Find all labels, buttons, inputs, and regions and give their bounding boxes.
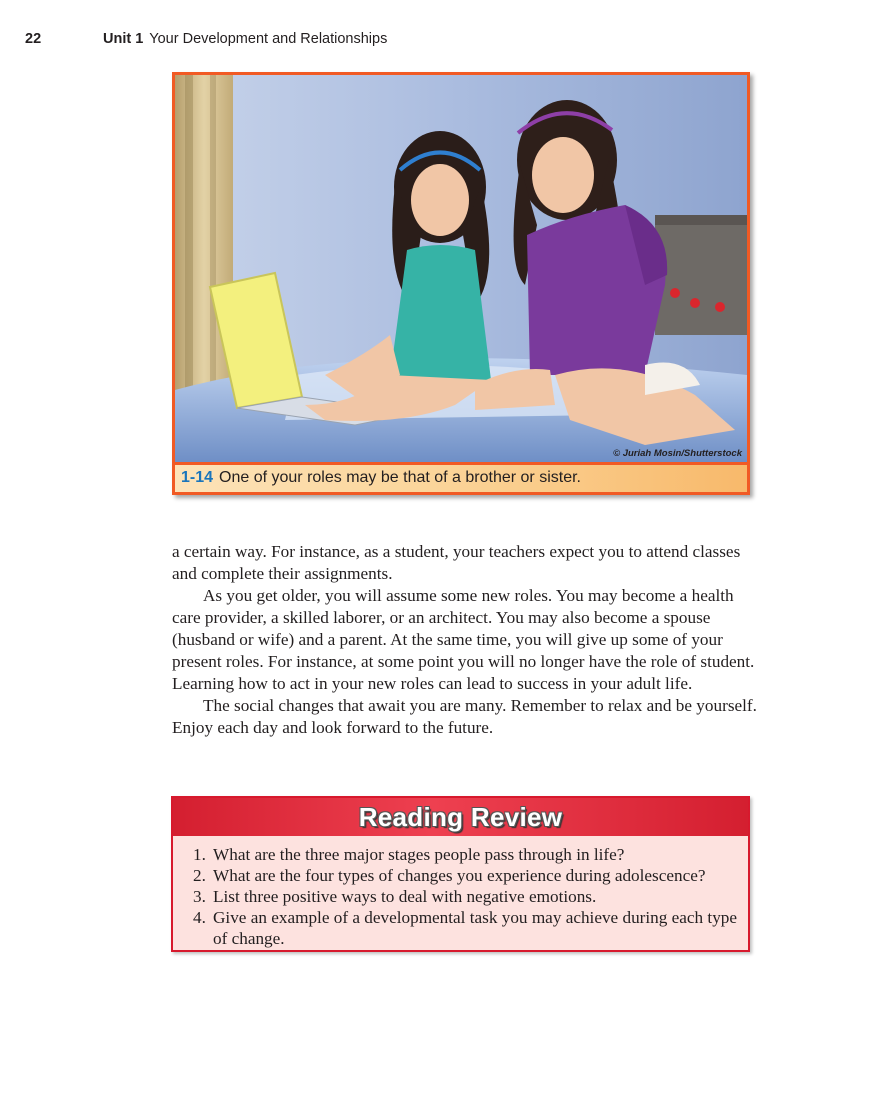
question-text: Give an example of a developmental task you may achieve during each type of change. [213, 908, 738, 948]
unit-title: Your Development and Relationships [149, 31, 388, 47]
question-number: 4. [193, 908, 206, 927]
caption-text: One of your roles may be that of a brother or sister. [219, 469, 581, 486]
paragraph-new-roles: As you get older, you will assume some new roles. You may become a health care provider, a skilled laborer, or an architect. You may also become a spouse (husband or wife) and a parent. At the same time, you will give up some of your present roles. For instance, at some point you will no longer have the role of student. Learning how to act in your new roles can lead to success in your adult life. [172, 586, 755, 693]
figure-number: 1-14 [181, 469, 214, 486]
figure-1-14 [172, 72, 750, 495]
reading-review-box [171, 796, 750, 952]
unit-label: Unit 1 [103, 31, 144, 47]
paragraph-continued: a certain way. For instance, as a student, your teachers expect you to attend classes and complete their assignments. [172, 542, 741, 583]
review-question [193, 907, 738, 949]
figure-caption [175, 462, 747, 492]
photo-sisters-laptop [175, 75, 747, 462]
page-number: 22 [25, 31, 42, 47]
review-questions [173, 836, 748, 949]
question-text: What are the three major stages people pass through in life? [213, 845, 625, 864]
review-question [193, 886, 738, 907]
review-question [193, 844, 738, 865]
review-question [193, 865, 738, 886]
photo-illustration [175, 75, 747, 462]
question-text: List three positive ways to deal with negative emotions. [213, 887, 597, 906]
question-number: 3. [193, 887, 206, 906]
question-number: 2. [193, 866, 206, 885]
question-text: What are the four types of changes you experience during adolescence? [213, 866, 706, 885]
question-number: 1. [193, 845, 206, 864]
photo-credit: © Juriah Mosin/Shutterstock [613, 448, 742, 459]
paragraph-social-changes: The social changes that await you are many. Remember to relax and be yourself. Enjoy each day and look forward to the future. [172, 696, 757, 737]
reading-review-title: Reading Review [173, 798, 748, 836]
body-text [172, 541, 762, 739]
running-header [25, 31, 387, 47]
